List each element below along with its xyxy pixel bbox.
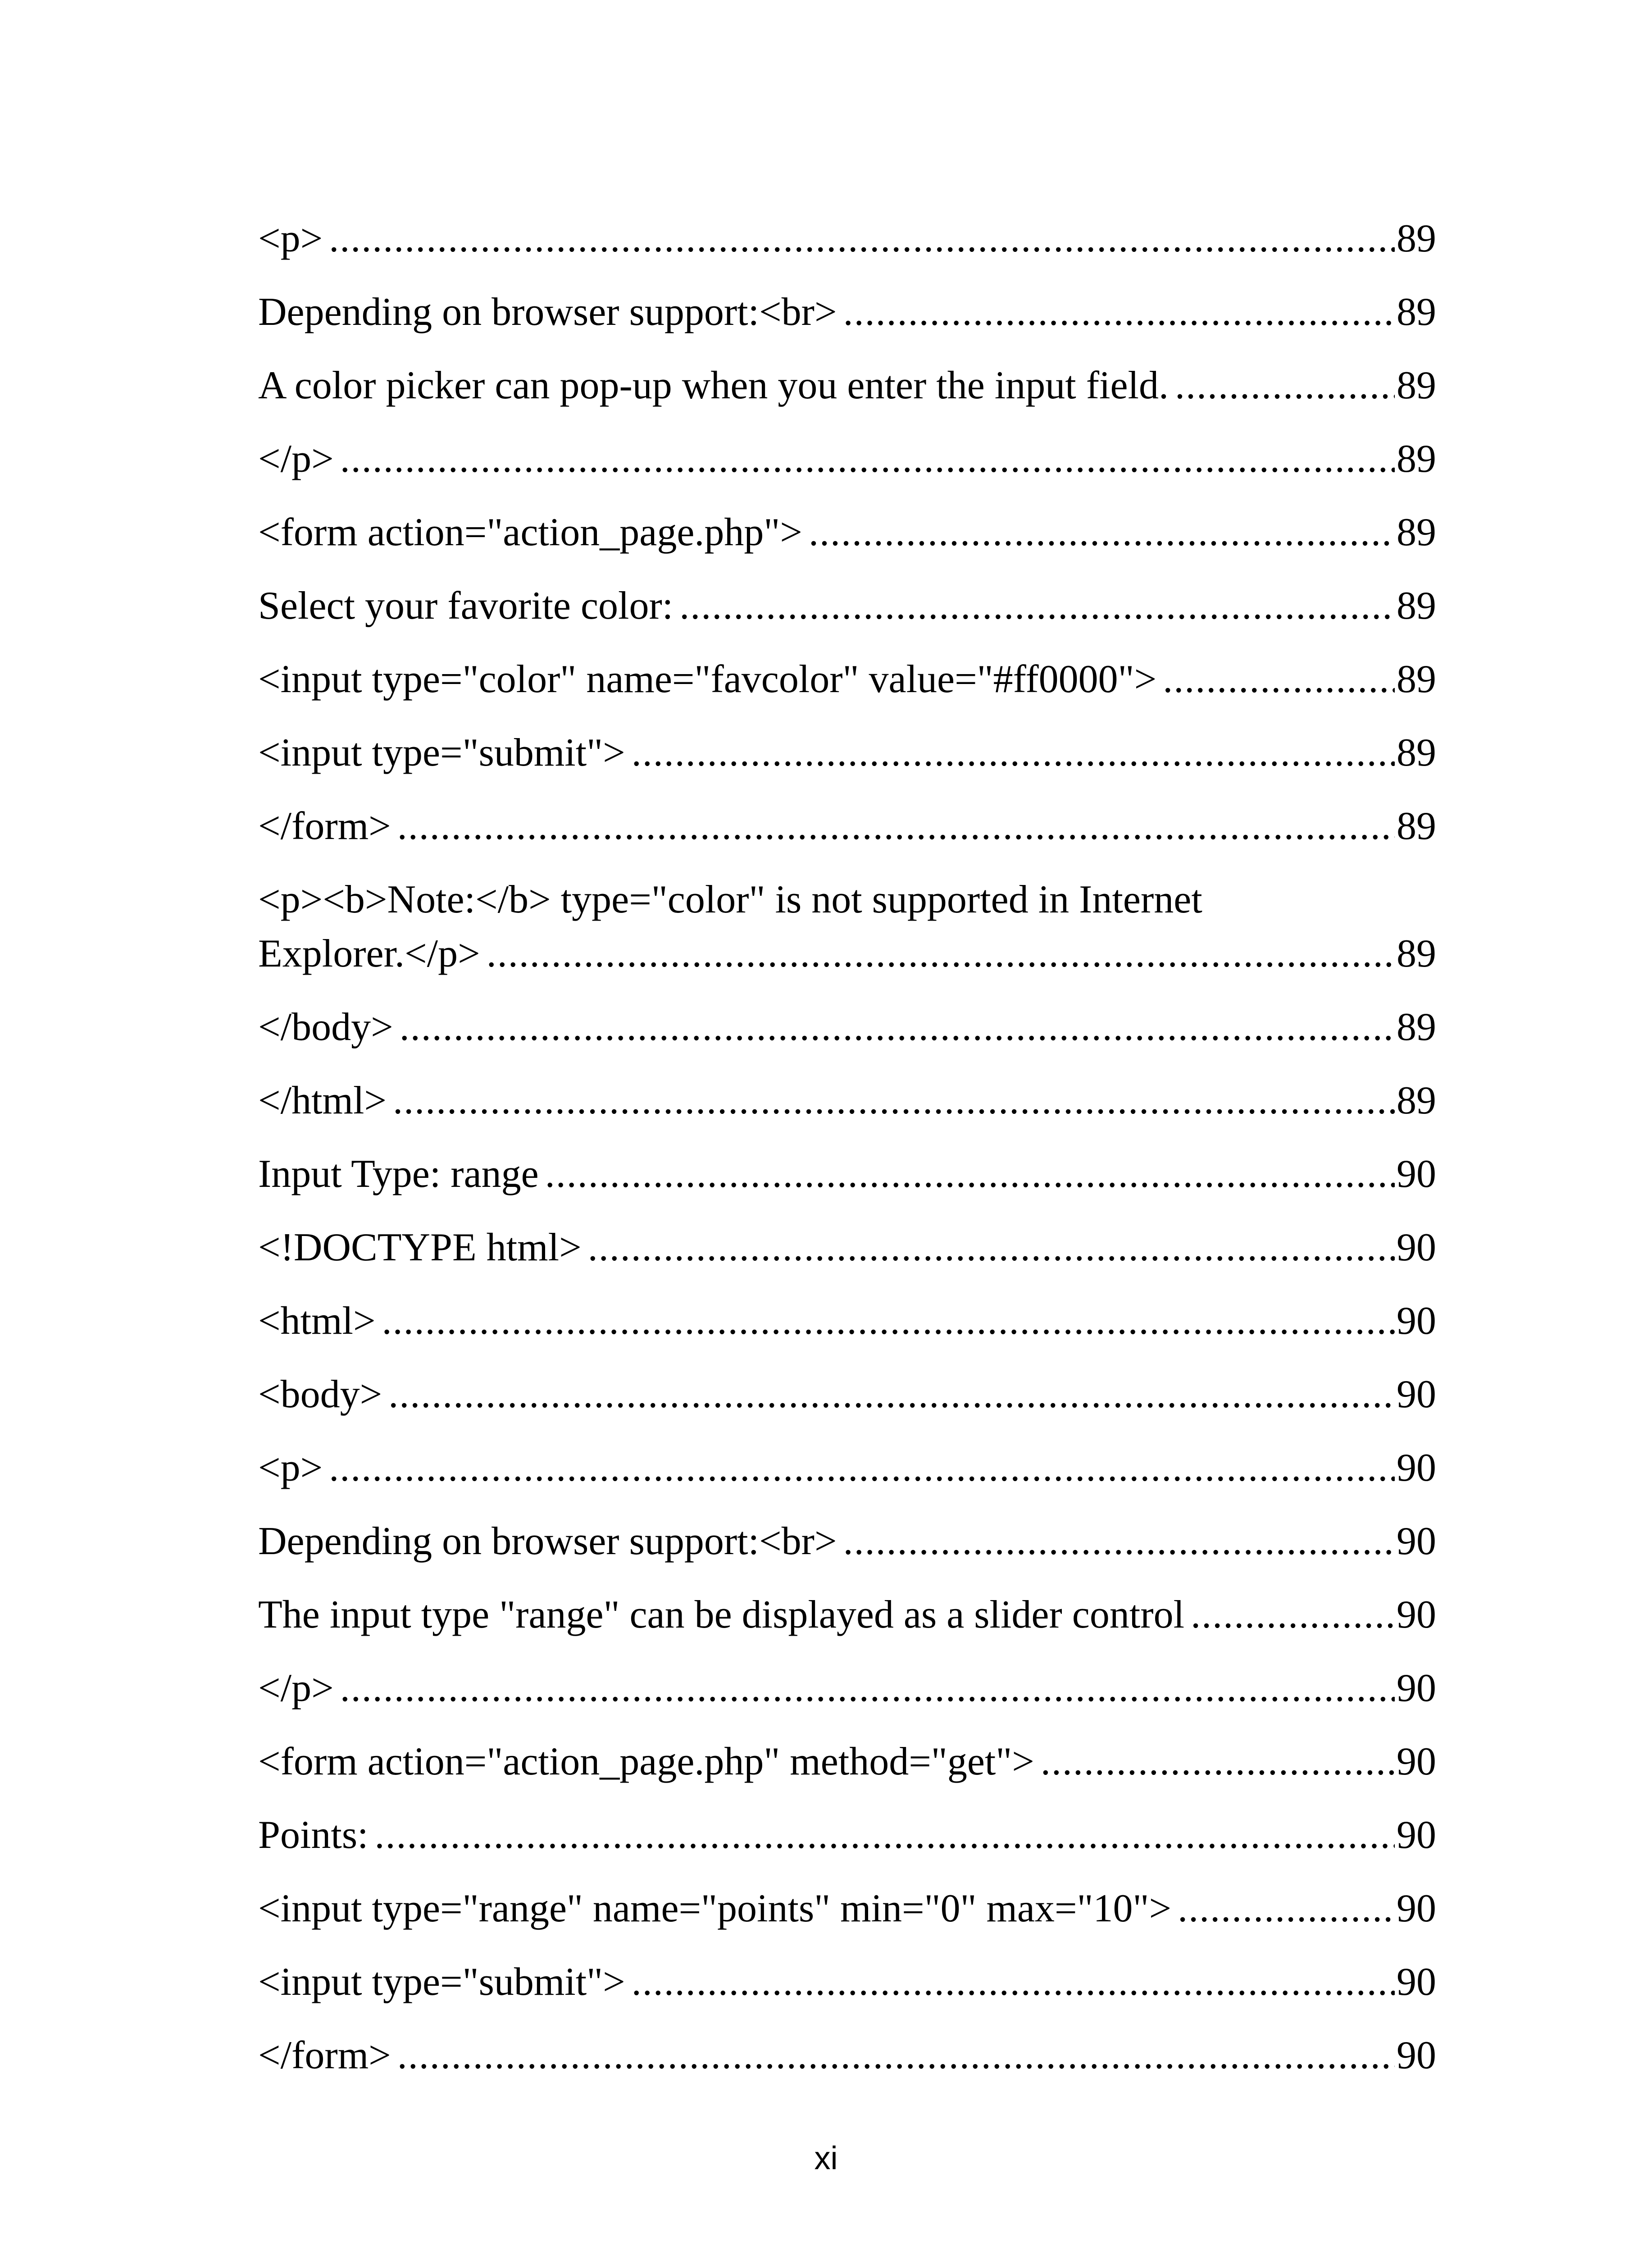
toc-page-number: 89 bbox=[1397, 804, 1436, 848]
dot-leader bbox=[843, 1514, 1395, 1569]
toc-entry[interactable] bbox=[258, 1808, 1436, 1862]
toc-entry[interactable] bbox=[258, 359, 1436, 413]
toc-entry-text: </p> bbox=[258, 1666, 334, 1710]
toc-entry-text: <form action="action_page.php" method="get"> bbox=[258, 1740, 1034, 1783]
toc-entry[interactable] bbox=[258, 1294, 1436, 1348]
toc-page-number: 90 bbox=[1397, 1593, 1436, 1637]
toc-entry-text: </body> bbox=[258, 1005, 393, 1049]
dot-leader bbox=[329, 212, 1395, 266]
dot-leader bbox=[679, 579, 1395, 633]
toc-entry[interactable] bbox=[258, 1368, 1436, 1422]
toc-page-number: 89 bbox=[1397, 290, 1436, 334]
toc-page-number: 90 bbox=[1397, 1519, 1436, 1563]
toc-page-number: 90 bbox=[1397, 1813, 1436, 1857]
toc-entry[interactable] bbox=[258, 1000, 1436, 1054]
toc-entry-text-first-line: <p><b>Note:</b> type="color" is not supported in Internet bbox=[258, 878, 1202, 921]
toc-entry-text: Explorer.</p> bbox=[258, 932, 480, 976]
dot-leader bbox=[400, 1000, 1395, 1054]
toc-entry[interactable] bbox=[258, 1074, 1436, 1128]
toc-entry-text: <input type="submit"> bbox=[258, 1960, 625, 2004]
toc-entry-text: <html> bbox=[258, 1299, 376, 1343]
toc-entry-text: <input type="color" name="favcolor" value="#ff0000"> bbox=[258, 657, 1157, 701]
dot-leader bbox=[1175, 359, 1395, 413]
toc-entry-text: Depending on browser support:<br> bbox=[258, 290, 837, 334]
toc-page-number: 89 bbox=[1397, 584, 1436, 628]
toc-page-number: 89 bbox=[1397, 364, 1436, 407]
toc-entry-text: A color picker can pop-up when you enter the input field. bbox=[258, 364, 1169, 407]
toc-entry-text: <body> bbox=[258, 1373, 382, 1416]
toc-page-number: 89 bbox=[1397, 217, 1436, 260]
dot-leader bbox=[340, 432, 1395, 486]
toc-entry[interactable] bbox=[258, 726, 1436, 780]
toc-page-number: 89 bbox=[1397, 1079, 1436, 1122]
dot-leader bbox=[1178, 1882, 1395, 1936]
toc-page-number: 90 bbox=[1397, 1887, 1436, 1930]
dot-leader bbox=[388, 1368, 1395, 1422]
toc-entry[interactable] bbox=[258, 1735, 1436, 1789]
dot-leader bbox=[397, 799, 1395, 853]
toc-entry[interactable] bbox=[258, 2029, 1436, 2083]
toc-entry[interactable] bbox=[258, 799, 1436, 853]
toc-page-number: 90 bbox=[1397, 1960, 1436, 2004]
toc-entry-text: <input type="submit"> bbox=[258, 731, 625, 775]
toc-entry[interactable] bbox=[258, 212, 1436, 266]
toc-entry-text: </html> bbox=[258, 1079, 387, 1122]
dot-leader bbox=[588, 1221, 1395, 1275]
toc-entry-text: <!DOCTYPE html> bbox=[258, 1226, 582, 1269]
toc-page-number: 90 bbox=[1397, 1740, 1436, 1783]
toc-entry[interactable] bbox=[258, 506, 1436, 560]
toc-entry[interactable] bbox=[258, 1955, 1436, 2009]
toc-entry[interactable] bbox=[258, 1147, 1436, 1201]
toc-entry-text: Points: bbox=[258, 1813, 369, 1857]
dot-leader bbox=[1163, 652, 1395, 707]
toc-page-number: 89 bbox=[1397, 932, 1436, 976]
toc-entry-text: <p> bbox=[258, 217, 323, 260]
toc-entry[interactable] bbox=[258, 652, 1436, 707]
toc-page-number: 90 bbox=[1397, 1299, 1436, 1343]
dot-leader bbox=[487, 927, 1395, 981]
toc-entry-text: Select your favorite color: bbox=[258, 584, 674, 628]
toc-page-number: 90 bbox=[1397, 1666, 1436, 1710]
dot-leader bbox=[545, 1147, 1395, 1201]
toc-entry-text: Depending on browser support:<br> bbox=[258, 1519, 837, 1563]
toc-entry-text: </form> bbox=[258, 2034, 391, 2077]
page-number-footer: xi bbox=[814, 2140, 838, 2176]
toc-entry-text: </form> bbox=[258, 804, 391, 848]
toc-entry-text: <p> bbox=[258, 1446, 323, 1490]
toc-entry-multiline[interactable] bbox=[258, 873, 1436, 981]
dot-leader bbox=[809, 506, 1395, 560]
toc-page-number: 89 bbox=[1397, 657, 1436, 701]
dot-leader bbox=[632, 1955, 1395, 2009]
dot-leader bbox=[375, 1808, 1395, 1862]
toc-entry[interactable] bbox=[258, 1514, 1436, 1569]
toc-page-number: 90 bbox=[1397, 1226, 1436, 1269]
toc-page-number: 90 bbox=[1397, 1446, 1436, 1490]
toc-entry[interactable] bbox=[258, 1882, 1436, 1936]
toc-page-number: 90 bbox=[1397, 2034, 1436, 2077]
dot-leader bbox=[329, 1441, 1395, 1495]
dot-leader bbox=[1191, 1588, 1395, 1642]
toc-entry[interactable] bbox=[258, 579, 1436, 633]
dot-leader bbox=[632, 726, 1395, 780]
toc-entry[interactable] bbox=[258, 1661, 1436, 1715]
toc-entry[interactable] bbox=[258, 432, 1436, 486]
toc-page-number: 89 bbox=[1397, 511, 1436, 554]
table-of-contents bbox=[258, 212, 1436, 2102]
toc-page-number: 89 bbox=[1397, 731, 1436, 775]
toc-entry[interactable] bbox=[258, 1221, 1436, 1275]
dot-leader bbox=[1041, 1735, 1395, 1789]
toc-page-number: 89 bbox=[1397, 1005, 1436, 1049]
toc-entry-text: The input type "range" can be displayed as a slider control bbox=[258, 1593, 1185, 1637]
toc-page-number: 90 bbox=[1397, 1373, 1436, 1416]
dot-leader bbox=[340, 1661, 1395, 1715]
dot-leader bbox=[397, 2029, 1395, 2083]
toc-entry[interactable] bbox=[258, 285, 1436, 339]
toc-entry[interactable] bbox=[258, 1588, 1436, 1642]
toc-entry-text: Input Type: range bbox=[258, 1152, 539, 1196]
dot-leader bbox=[382, 1294, 1395, 1348]
toc-page-number: 90 bbox=[1397, 1152, 1436, 1196]
toc-entry-text: <form action="action_page.php"> bbox=[258, 511, 802, 554]
toc-page-number: 89 bbox=[1397, 437, 1436, 481]
toc-entry-text: <input type="range" name="points" min="0" max="10"> bbox=[258, 1887, 1172, 1930]
dot-leader bbox=[843, 285, 1395, 339]
toc-entry[interactable] bbox=[258, 1441, 1436, 1495]
dot-leader bbox=[393, 1074, 1395, 1128]
toc-entry-text: </p> bbox=[258, 437, 334, 481]
